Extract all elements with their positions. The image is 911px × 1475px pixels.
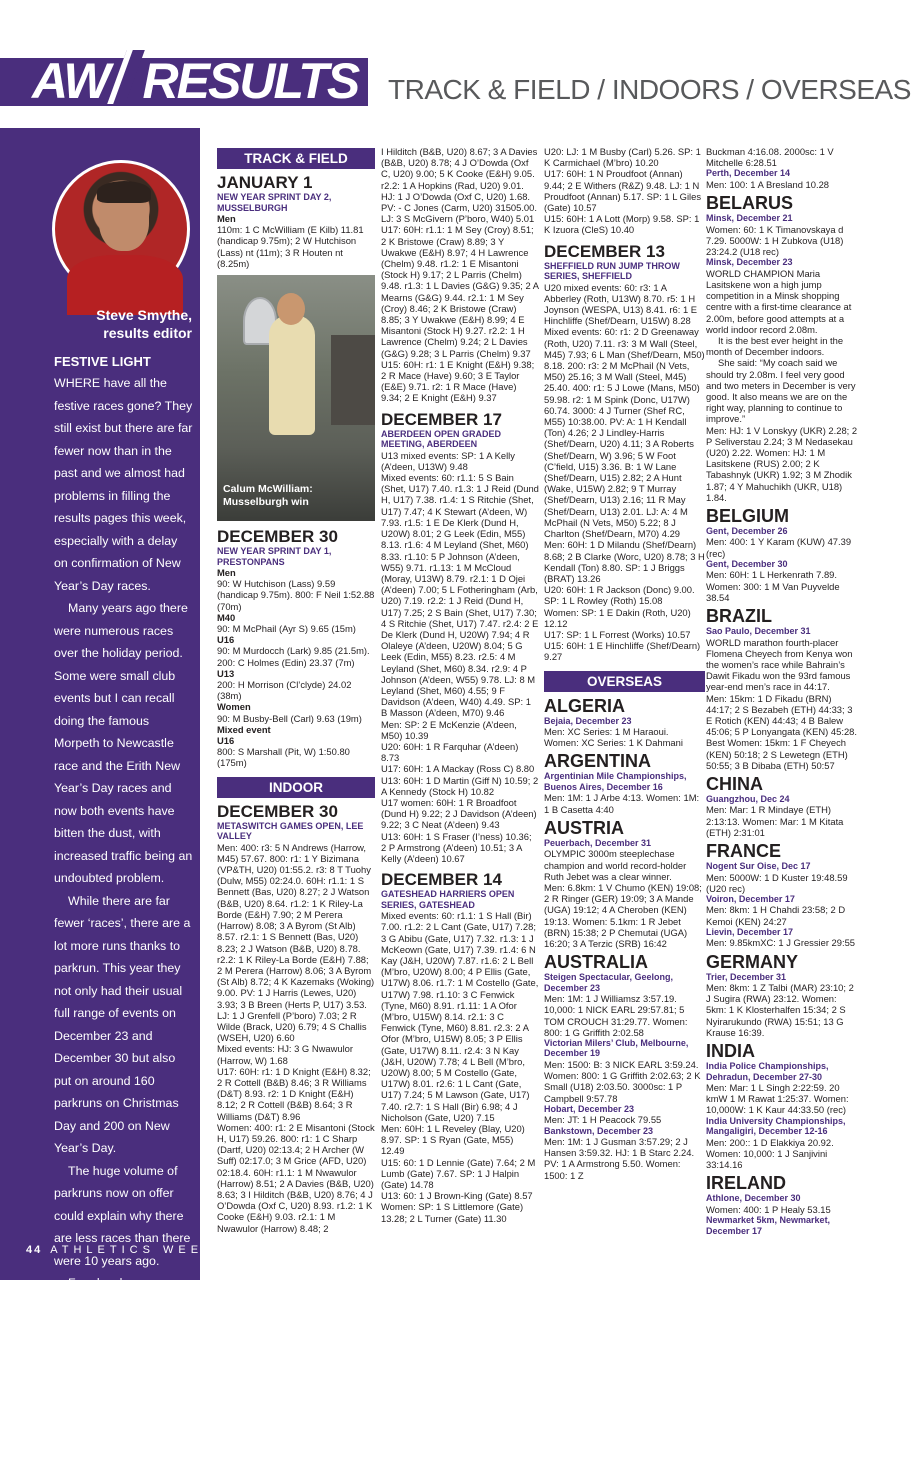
date-heading: DECEMBER 30	[217, 801, 338, 821]
country-heading: BRAZIL	[706, 606, 772, 626]
result-text: I Hilditch (B&B, U20) 8.67; 3 A Davies (B&B, U20) 8.78; 4 J O’Dowda (Oxf C, U20) 9.00; 5 K Cooke (E&H) 9.05. r2.2: 1 A Hopkins (Rad, U20) 9.01. HJ: 1 J O’Dowda (Oxf C, U20) 1.68. PV: - C Jones (Carm, U20) 31505.00. LJ: 3 S McGivern (P’boro, W40) 5.01 U17: 60H: r1.1: 1 M Sey (Croy) 8.51; 2 K Bristowe (Craw) 8.89; 3 Y Uwakwe (E&H) 8.97; 4 H Lawrence (Chelm) 9.48. r1.2: 1 E Misantoni (Stock H) 9.17; 2 L Parris (Chelm) 9.48. r1.3: 1 L Davies (G&G) 9.35; 2 A Mearns (G&G) 9.44. r2.1: 1 M Sey (Croy) 8.46; 2 K Bristowe (Craw) 8.85; 3 Y Uwakwe (E&H) 8.99; 4 E Misantoni (Stock H) 9.27. r2.2: 1 H Lawrence (Chelm) 9.24; 2 L Davies (G&G) 9.28; 3 L Parris (Chelm) 9.37 U15: 60H: r1: 1 E Knight (E&H) 9.38; 2 R Mace (Have) 9.60; 3 E Taylor (E&E) 9.71. r2: 1 R Mace (Have) 9.34; 2 E Knight (E&H) 9.37	[381, 146, 539, 404]
country-heading: AUSTRIA	[544, 817, 624, 838]
meet-name: Victorian Milers’ Club, Melbourne, December 19	[544, 1037, 689, 1059]
logo-slash-icon	[107, 50, 145, 104]
results-column-3	[544, 146, 705, 1181]
result-text: Women: 60: 1 K Timanovskaya d 7.29. 5000W: 1 H Zubkova (U18) 23:24.2 (U18 rec)	[706, 223, 844, 258]
category-label: Mixed event	[217, 723, 271, 735]
report-text: WORLD CHAMPION Maria Lasitskene won a high jump competition in a Minsk shopping centre with a first-time clearance at 2.00m, before good attempts at a world indoor record 2.08m.	[706, 267, 852, 335]
result-text: Men: Mar: 1 R Mindaye (ETH) 2:13:13. Women: Mar: 1 M Kitata (ETH) 2:31:01	[706, 804, 844, 838]
meet-name: Lievin, December 17	[706, 926, 794, 937]
result-text: Men: 8km: 1 H Chahdi 23:58; 2 D Kemoi (KEN) 24:27	[706, 904, 846, 927]
result-text: 90: W Hutchison (Lass) 9.59 (handicap 9.75m). 800: F Neil 1:52.88 (70m)	[217, 578, 375, 612]
result-text: Men: JT: 1 H Peacock 79.55	[544, 1114, 662, 1126]
result-text: Men: 15km: 1 D Fikadu (BRN) 44:17; 2 S Bezabeh (ETH) 44:33; 3 E Rotich (KEN) 44:43; 4 B Balew 45:06; 5 P Lonyangata (KEN) 45:28. Best Women: 15km: 1 F Cheyech (KEN) 50:18; 2 S Lewetegn (ETH) 50:55; 3 B Dibaba (ETH) 50:57	[706, 692, 857, 771]
meet-name: Guangzhou, Dec 24	[706, 793, 790, 804]
page-number: 44	[26, 1244, 43, 1256]
result-text: Men: XC Series: 1 M Haraoui. Women: XC Series: 1 K Dahmani	[544, 726, 683, 749]
country-heading: AUSTRALIA	[544, 952, 648, 973]
country-heading: INDIA	[706, 1041, 755, 1062]
result-text: Men: 400: r3: 5 N Andrews (Harrow, M45) 57.67. 800: r1: 1 Y Bizimana (VP&TH, U20) 01:55.2. r3: 8 T Tuohy (Dulw, M55) 02:24.0. 60H: r1.1: 1 S Bennett (Bas, U20) 8.27; 2 J Watson (B&B, U20) 8.64. r1.2: 1 K Riley-La Borde (E&H) 7.90; 2 M Perera (Harrow) 8.08; 3 A Byrom (St Alb) 8.57. r2.1: 1 S Bennett (Bas, U20) 8.23; 2 J Watson (B&B, U20) 8.78. r2.2: 1 K Riley-La Borde (E&H) 7.88; 2 M Perera (Harrow) 8.06; 3 A Byrom (St Alb) 8.72; 4 K Kazemaks (Woking) 9.00. PV: 1 J Harris (Lewes, U20) 3.93; 3 B Breen (Herts P, U17) 3.53. LJ: 1 J Grenfell (P’boro) 7.03; 2 R Wilde (Brack, U20) 6.79; 4 S Challis (WSEH, U20) 6.60 Mixed events: HJ: 3 G Nwawulor (Harrow, W) 1.68 U17: 60H: r1: 1 D Knight (E&H) 8.32; 2 R Cottell (B&B) 8.46; 3 R Williams (D&T) 8.93. r2: 1 D Knight (E&H) 8.12; 2 R Cottell (B&B) 8.64; 3 R Williams (D&T) 8.96 Women: 400: r1: 2 E Misantoni (Stock H, U17) 59.26. 800: r1: 1 C Sharp (Dartf, U20) 02:13.4; 2 H Archer (W Suff) 02:17.0; 3 M Grice (AFD, U20) 02:18.4. 60H: r1.1: 1 M Nwawulor (Harrow) 8.51; 2 A Davies (B&B, U20) 8.63; 3 I Hilditch (B&B, U20) 8.76; 4 J O’Dowda (Oxf C, U20) 8.93. r1.2: 1 K Cooke (E&H) 9.03. r2.1: 1 M Nwawulor (Harrow) 8.48; 2	[217, 841, 375, 1234]
meet-name: Gent, December 26	[706, 525, 788, 536]
country-heading: BELGIUM	[706, 505, 789, 526]
paragraph: Many years ago there were numerous races over the holiday period. Some were small club events but I can recall doing the famous Morpeth to Newcastle race and the Erith New Year’s Day races and now both events have bitten the dust, with increased traffic being an undoubted problem.	[54, 601, 193, 885]
meet-name: Nogent Sur Oise, Dec 17	[706, 861, 811, 872]
result-text: Men: 1M: 1 J Gusman 3:57.29; 2 J Hansen 3:59.32. HJ: 1 B Starc 2.24. PV: 1 A Armstrong 5.50. Women: 1500: 1 Z	[544, 1136, 695, 1181]
meet-name: India University Championships, Mangaligiri, December 12-16	[706, 1115, 846, 1137]
meet-name: SHEFFIELD RUN JUMP THROW SERIES, SHEFFIELD	[544, 260, 680, 282]
category-label: Women	[217, 701, 251, 713]
publication-name: ATHLETICS WEEKLY	[50, 1244, 239, 1256]
meet-name: Athlone, December 30	[706, 1193, 801, 1204]
result-text: Men: 1M: 1 J Arbe 4:13. Women: 1M: 1 B Casetta 4:40	[544, 792, 700, 815]
meet-name: Perth, December 14	[706, 168, 791, 179]
result-text: Buckman 4:16.08. 2000sc: 1 V Mitchelle 6:28.51	[706, 146, 834, 169]
date-heading: DECEMBER 13	[544, 241, 665, 261]
report-text: WORLD marathon fourth-placer Flomena Cheyech from Kenya won the women’s race while Bahrain’s Dawit Fikadu won the 93rd famous year-end men’s race in 44:17.	[706, 636, 853, 693]
results-column-2	[381, 146, 539, 1224]
meet-name: Bankstown, December 23	[544, 1125, 654, 1136]
result-text: Men: 400: 1 Y Karam (KUW) 47.39 (rec)	[706, 536, 852, 559]
section-subtitle: TRACK & FIELD / INDOORS / OVERSEAS	[388, 74, 911, 105]
date-heading: DECEMBER 30	[217, 527, 338, 547]
country-heading: FRANCE	[706, 841, 781, 862]
page-footer	[26, 1244, 238, 1256]
meet-name: Minsk, December 21	[706, 213, 793, 224]
result-text: Men: 1M: 1 J Williamsz 3:57.19. 10,000: 1 NICK EARL 29:57.81; 5 TOM CROUCH 31:29.77. Women: 800: 1 G Griffith 2:02.58	[544, 993, 688, 1038]
section-header-overseas: OVERSEAS	[544, 671, 705, 692]
section-header-track-field: TRACK & FIELD	[217, 148, 375, 169]
country-heading: GERMANY	[706, 951, 799, 972]
result-text: Men: HJ: 1 V Lonskyy (UKR) 2.28; 2 P Seliverstau 2.24; 3 M Nedasekau (U20) 2.22. Women: HJ: 1 M Lasitskene (RUS) 2.00; 2 K Tabashnyk (UKR) 1.92; 3 M Zhodik 1.87; 4 Y Mahuchikh (UKR, U18) 1.84.	[706, 424, 858, 503]
editor-avatar	[52, 160, 190, 298]
meet-name: Minsk, December 23	[706, 257, 793, 268]
result-text: Men: 200:: 1 D Elakkiya 20.92. Women: 10,000: 1 J Sanjivini 33:14.16	[706, 1136, 834, 1171]
meet-name: Bejaia, December 23	[544, 715, 632, 726]
country-heading: ARGENTINA	[544, 751, 651, 772]
meet-name: Steigen Spectacular, Geelong, December 23	[544, 972, 674, 993]
date-heading: DECEMBER 14	[381, 870, 502, 890]
meet-name: GATESHEAD HARRIERS OPEN SERIES, GATESHEAD	[381, 889, 515, 910]
section-header-indoor: INDOOR	[217, 777, 375, 798]
result-text: U20 mixed events: 60: r3: 1 A Abberley (Roth, U13W) 8.70. r5: 1 H Joynson (WESPA, U13) 8.41. r6: 1 E Hinchliffe (Shef/Dearn, U15W) 8.28 Mixed events: 60: r1: 2 D Greenaway (Roth, U20) 7.11. r3: 3 M Wall (Steel, M45) 7.93; 6 L Man (Shef/Dearn, M50) 8.18. 200: r3: 2 M McPhail (N Vets, M50) 25.16; 3 M Wall (Steel, M45) 25.40. 400: r1: 5 J Lowe (Mans, M50) 59.98. r2: 1 M Spink (Donc, U17W) 60.74. 3000: 4 J Turner (Shef RC, M55) 10:38.00. PV: A: 1 H Kendall (Ton) 4.26; 2 J Lindley-Harris (Shef/Dearn, U20) 4.11; 3 A Roberts (Shef/Dearn, W) 3.96; 5 W Foot (C’field, U15) 3.36. B: 1 W Lane (Shef/Dearn, U15) 2.82; 2 A Hunt (Wake, U15W) 2.82; 9 T Murray (Shef/Dearn, U13) 2.16; 11 R May (Shef/Dearn, U13) 2.01. LJ: A: 4 M McPhail (N Vets, M50) 5.22; 8 J Charlton (Shef/Dearn, M70) 4.29 Men: 60H: 1 D Milandu (Shef/Dearn) 8.68; 2 B Clarke (Worc, U20) 8.78; 3 H Kendall (Ton) 8.80. SP: 1 J Briggs (BRAT) 13.26 U20: 60H: 1 R Jackson (Donc) 9.00. SP: 1 L Rowley (Roth) 15.08 Women: SP: 1 E Dakin (Roth, U20) 12.12 U17: SP: 1 L Forrest (Works) 10.57 U15: 60H: 1 E Hinchliffe (Shef/Dearn) 9.27	[544, 281, 705, 663]
result-text: Men: 5000W: 1 D Kuster 19:48.59 (U20 rec)	[706, 871, 848, 894]
editor-name: Steve Smythe, results editor	[96, 307, 192, 341]
result-text: Men: 100: 1 A Bresland 10.28	[706, 178, 830, 190]
category-label: Men	[217, 567, 236, 579]
country-heading: ALGERIA	[544, 695, 625, 716]
country-heading: IRELAND	[706, 1173, 786, 1194]
result-text: 200: H Morrison (Cl’clyde) 24.02 (38m)	[217, 679, 352, 702]
paragraph: While there are far fewer ‘races’, there are a lot more runs thanks to parkrun. This year they not only had their usual full range of events on December 23 and December 30 but also put on around 160 parkruns on Christmas Day and 200 on New Year’s Day.	[54, 893, 191, 1155]
result-text: Men: 60H: 1 L Herkenrath 7.89. Women: 300: 1 M Van Puyvelde 38.54	[706, 569, 840, 603]
meet-name: Peuerbach, December 31	[544, 837, 652, 848]
meet-name: ABERDEEN OPEN GRADED MEETING, ABERDEEN	[381, 428, 502, 450]
date-heading: DECEMBER 17	[381, 409, 502, 429]
result-text: Men: 9.85kmXC: 1 J Gressier 29:55	[706, 937, 856, 949]
meet-name: NEW YEAR SPRINT DAY 2, MUSSELBURGH	[217, 192, 332, 213]
date-heading: JANUARY 1	[217, 173, 313, 192]
result-text: 90: M Busby-Bell (Carl) 9.63 (19m)	[217, 712, 362, 724]
category-label: M40	[217, 611, 236, 623]
result-text: 90: M McPhail (Ayr S) 9.65 (15m)	[217, 623, 356, 635]
result-text: Men: 1500: B: 3 NICK EARL 3:59.24. Women: 800: 1 G Griffith 2:02.63; 2 K Small (U18) 2:03.50. 3000sc: 1 P Campbell 9:57.78	[544, 1058, 701, 1104]
meet-name: Trier, December 31	[706, 971, 787, 982]
meet-name: India Police Championships, Dehradun, December 27-30	[706, 1061, 829, 1082]
aw-results-logo: AW RESULTS	[32, 50, 358, 111]
result-text: 90: M Murdocch (Lark) 9.85 (21.5m). 200: C Holmes (Edin) 23.37 (7m)	[217, 645, 370, 668]
meet-name: Gent, December 30	[706, 558, 788, 569]
result-text: 800: S Marshall (Pit, W) 1:50.80 (175m)	[217, 746, 350, 769]
column-heading: FESTIVE LIGHT	[54, 354, 151, 369]
result-text: OLYMPIC 3000m steeplechase champion and world record-holder Ruth Jebet was a clear winner. Men: 6.8km: 1 V Chumo (KEN) 19:08; 2 R Ringer (GER) 19:09; 3 A Mande (UGA) 19:12; 4 A Cheroben (KEN) 19:13. Women: 5.1km: 1 R Jebet (BRN) 15:38; 2 P Chemutai (UGA) 16:20; 3 A Terzic (SRB) 16:42	[544, 848, 702, 949]
result-text: U20: LJ: 1 M Busby (Carl) 5.26. SP: 1 K Carmichael (M’bro) 10.20 U17: 60H: 1 N Proudfoot (Annan) 9.44; 2 E Withers (R&Z) 9.48. LJ: 1 N Proudfoot (Annan) 5.17. SP: 1 L Giles (Gate) 10.57 U15: 60H: 1 A Lott (Morp) 9.58. SP: 1 K Izuora (CleS) 10.40	[544, 146, 702, 236]
result-text: Mixed events: 60: r1.1: 1 S Hall (Bir) 7.00. r1.2: 2 L Cant (Gate, U17) 7.28; 3 G Abibu (Gate, U17) 7.32. r1.3: 1 J McKeown (Gate, U17) 7.39. r1.4: 6 N Kay (J&H, U20W) 7.87. r1.6: 2 L Bell (M’bro, U20W) 8.00; 4 P Ellis (Gate, U17W) 8.06. r1.7: 1 M Costello (Gate, U17W) 7.98. r1.10: 3 C Fenwick (Tyne, M60) 8.91. r1.11: 1 A Ofor (M’bro, U15W) 8.14. r2.1: 3 C Fenwick (Tyne, M60) 8.81. r2.3: 2 A Ofor (M’bro, U15W) 8.05; 3 P Ellis (Gate, U17W) 8.11. r2.4: 3 N Kay (J&H, U20W) 7.78; 4 L Bell (M’bro, U20W) 8.00; 5 M Costello (Gate, U17W) 8.01. r2.6: 1 L Cant (Gate, U17) 7.24; 5 M Lawson (Gate, U17) 7.40. r2.7: 1 S Hall (Bir) 6.98; 4 J Nicholson (Gate, U20) 7.15 Men: 60H: 1 L Reveley (Blay, U20) 8.97. SP: 1 S Ryan (Gate, M55) 12.49 U15: 60: 1 D Lennie (Gate) 7.64; 2 M Lumb (Gate) 7.67. SP: 1 J Halpin (Gate) 14.78 U13: 60: 1 J Brown-King (Gate) 8.57 Women: SP: 1 S Littlemore (Gate) 13.28; 2 L Turner (Gate) 11.30	[381, 910, 539, 1224]
results-column-4	[706, 146, 858, 1236]
category-label: U16	[217, 735, 235, 747]
country-heading: BELARUS	[706, 193, 794, 214]
athlete-photo	[217, 275, 375, 521]
editor-column	[54, 372, 194, 1475]
meet-name: NEW YEAR SPRINT DAY 1, PRESTONPANS	[217, 546, 332, 567]
report-text: It is the best ever height in the month of December indoors.	[706, 334, 844, 358]
report-text: She said: “My coach said we should try 2.08m. I feel very good and two meters in December is very good. It also means we are on the right way, planning to continue to improve.”	[706, 357, 856, 425]
meet-name: Hobart, December 23	[544, 1103, 635, 1114]
paragraph: WHERE have all the festive races gone? They still exist but there are far fewer now than in the past and we almost had problems in filling the results pages this week, especially with a delay on confirmation of New Year’s Day races.	[54, 376, 193, 593]
paragraph: The huge volume of parkruns now on offer could explain why there are less races than there were 10 years ago.	[54, 1163, 191, 1268]
result-text: Women: 400: 1 P Healy 53.15	[706, 1203, 831, 1215]
category-label: U13	[217, 667, 235, 679]
category-label: Men	[217, 213, 236, 224]
meet-name: METASWITCH GAMES OPEN, LEE VALLEY	[217, 820, 364, 842]
result-text: Men: 8km: 1 Z Talbi (MAR) 23:10; 2 J Sugira (RWA) 23:12. Women: 5km: 1 K Klosterhalfen 15:34; 2 S Nyirarukundo (RWA) 15:51; 13 G Krause 16:39.	[706, 982, 854, 1038]
meet-name: Argentinian Mile Championships, Buenos Aires, December 16	[544, 771, 687, 792]
meet-name: Sao Paulo, December 31	[706, 626, 811, 636]
results-column-1	[217, 146, 375, 1234]
meet-name: Voiron, December 17	[706, 893, 795, 904]
photo-caption: Calum McWilliam: Musselburgh win	[223, 483, 313, 509]
paragraph: Free local runs offering timed results and more gentle competition, with early starts that mean less time away from the family, could be why paid races over the holiday period are in decline.	[54, 1276, 193, 1470]
category-label: U16	[217, 634, 235, 646]
meet-name: Newmarket 5km, Newmarket, December 17	[706, 1215, 831, 1236]
result-text: U13 mixed events: SP: 1 A Kelly (A’deen, U13W) 9.48 Mixed events: 60: r1.1: 5 S Bain (Shet, U17) 7.40. r1.3: 1 J Reid (Dund H, U17) 7.38. r1.4: 1 S Ritchie (Shet, U17) 7.47; 4 K Stewart (A’deen, W) 7.93. r1.5: 1 E De Klerk (Dund H, U20W) 8.01; 2 G Leek (Edin, M55) 8.13. r1.6: 4 M Leyland (Shet, M60) 8.33. r1.10: 5 P Johnson (A’deen, W55) 9.71. r1.13: 1 M McCloud (Moray, U13W) 8.79. r2.1: 1 D Ojei (A’deen) 7.00; 5 L Fotheringham (Arb, U20) 7.19. r2.2: 1 J Reid (Dund H, U17) 7.25; 2 S Bain (Shet, U17) 7.30; 4 S Ritchie (Shet, U17) 7.47. r2.4: 2 E De Klerk (Dund H, U20W) 7.94; 4 R Olaleye (A’deen, U20W) 8.04; 5 G Leek (Edin, M55) 8.23. r2.5: 4 M Leyland (Shet, M60) 8.34. r2.9: 4 P Johnson (A’deen, W55) 9.78. LJ: 8 M Leyland (Shet, M60) 4.55; 9 F Davidson (A’deen, W40) 4.49. SP: 1 B Masson (A’deen, M70) 9.46 Men: SP: 2 E McKenzie (A’deen, M50) 10.39 U20: 60H: 1 R Farquhar (A’deen) 8.73 U17: 60H: 1 A Mackay (Ross C) 8.80 U13: 60H: 1 D Martin (Giff N) 10.59; 2 A Kennedy (Stock H) 10.82 U17 women: 60H: 1 R Broadfoot (Dund H) 9.22; 2 J Davidson (A’deen) 9.22; 3 C Neat (A’deen) 9.43 U13: 60H: 1 S Fraser (I’ness) 10.36; 2 P Armstrong (A’deen) 10.51; 3 A Kelly (A’deen) 10.67	[381, 449, 539, 864]
result-text: 110m: 1 C McWilliam (E Kilb) 11.81 (handicap 9.75m); 2 W Hutchison (Lass) nt (11m); 3 R Houten nt (8.25m)	[217, 224, 364, 269]
country-heading: CHINA	[706, 773, 763, 794]
result-text: Men: Mar: 1 L Singh 2:22:59. 20 kmW 1 M Rawat 1:25:37. Women: 10,000W: 1 K Kaur 44:33.50 (rec)	[706, 1082, 849, 1116]
